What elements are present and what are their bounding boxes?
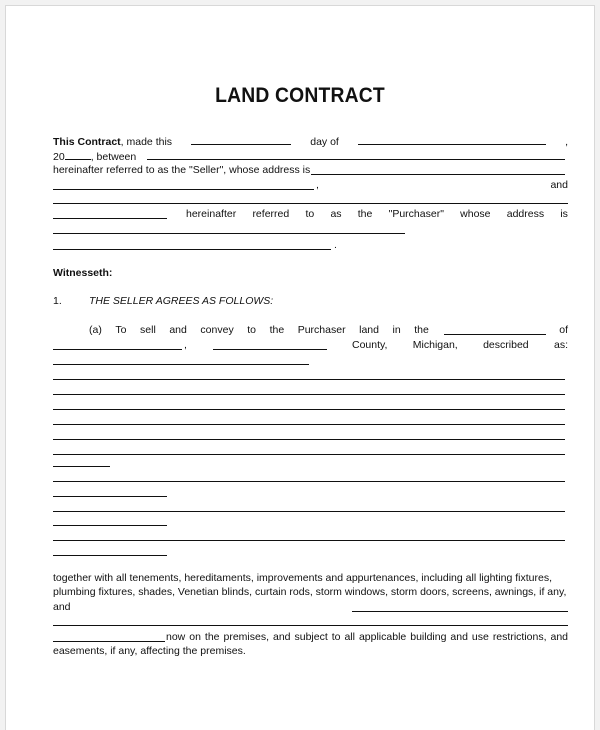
word: as — [330, 208, 342, 220]
seller-address-line — [53, 164, 568, 177]
word: to — [305, 208, 315, 220]
additional-items-cont-blank[interactable] — [53, 641, 165, 642]
purchaser-address-end-line — [53, 239, 568, 252]
between-label: , between — [90, 151, 137, 163]
word: and — [169, 324, 187, 336]
contract-intro-line — [53, 134, 568, 147]
item-a-clause — [89, 324, 429, 337]
description-blank[interactable] — [53, 481, 565, 482]
comma: , — [316, 179, 319, 191]
document-title: LAND CONTRACT — [215, 84, 385, 107]
easements-line: easements, if any, affecting the premises. — [53, 645, 246, 657]
county-clause — [352, 339, 568, 352]
purchaser-address-blank[interactable] — [53, 233, 405, 234]
document-page — [5, 5, 595, 730]
description-blank[interactable] — [53, 394, 565, 395]
word: address — [506, 208, 545, 220]
city-blank[interactable] — [53, 349, 182, 350]
section-title: THE SELLER AGREES AS FOLLOWS: — [89, 295, 274, 307]
section-number: 1. — [53, 295, 62, 307]
description-blank[interactable] — [53, 454, 565, 455]
purchaser-address-cont-blank[interactable] — [53, 249, 331, 250]
seller-name-blank[interactable] — [147, 159, 565, 160]
word: "Purchaser" — [388, 208, 444, 220]
description-blank[interactable] — [53, 439, 565, 440]
description-blank[interactable] — [53, 466, 110, 467]
this-contract-label: This Contract — [53, 136, 121, 148]
description-blank[interactable] — [53, 364, 309, 365]
comma: , — [565, 136, 568, 148]
section-1-heading — [53, 295, 568, 308]
word: Michigan, — [412, 339, 458, 351]
purchaser-line — [53, 208, 568, 221]
description-blank[interactable] — [53, 424, 565, 425]
year-between-line — [53, 149, 568, 162]
word: as: — [553, 339, 568, 351]
description-blank[interactable] — [53, 555, 167, 556]
comma: , — [184, 339, 187, 351]
day-of-label: day of — [310, 136, 339, 148]
word: whose — [460, 208, 491, 220]
word: the — [269, 324, 285, 336]
description-blank[interactable] — [53, 540, 565, 541]
county-blank[interactable] — [213, 349, 327, 350]
together-and-line — [53, 601, 568, 614]
word: described — [483, 339, 529, 351]
additional-items-blank[interactable] — [352, 611, 568, 612]
made-this-label: , made this — [120, 136, 173, 148]
purchaser-name-cont-blank[interactable] — [53, 218, 167, 219]
township-blank[interactable] — [444, 334, 546, 335]
address-and-line — [53, 179, 568, 192]
description-blank[interactable] — [53, 511, 565, 512]
year-prefix: 20 — [53, 151, 65, 163]
now-on-clause: now on the premises, and subject to all applicable building and use restrictions, and — [166, 631, 568, 643]
word: the — [357, 208, 373, 220]
seller-clause: hereinafter referred to as the "Seller", whose address is — [53, 164, 311, 176]
seller-address-cont-blank[interactable] — [53, 189, 314, 190]
word: sell — [140, 324, 156, 336]
county-line — [53, 339, 568, 352]
additional-items-blank[interactable] — [53, 625, 568, 626]
item-a-line — [53, 324, 568, 337]
word: is — [560, 208, 568, 220]
word: in — [392, 324, 401, 336]
month-blank[interactable] — [358, 134, 546, 145]
together-line-2: plumbing fixtures, shades, Venetian blinds, curtain rods, storm windows, storm doors, screens, awnings, if any, — [53, 586, 567, 598]
word: County, — [352, 339, 388, 351]
together-line-1: together with all tenements, hereditaments, improvements and appurtenances, including all lighting fixtures, — [53, 572, 553, 584]
of-label: of — [559, 324, 568, 336]
word: the — [414, 324, 429, 336]
word: (a) — [89, 324, 102, 336]
period: . — [334, 239, 337, 251]
now-on-premises-line — [53, 631, 568, 644]
word: referred — [252, 208, 290, 220]
purchaser-name-blank[interactable] — [53, 203, 568, 204]
witnesseth-heading: Witnesseth: — [53, 267, 113, 279]
word: land — [359, 324, 379, 336]
word: to — [247, 324, 257, 336]
word: To — [115, 324, 127, 336]
seller-address-blank[interactable] — [311, 174, 565, 175]
and-label: and — [550, 179, 568, 191]
description-blank[interactable] — [53, 525, 167, 526]
description-blank[interactable] — [53, 496, 167, 497]
word: convey — [200, 324, 234, 336]
word: Purchaser — [297, 324, 346, 336]
year-blank[interactable] — [65, 149, 91, 160]
purchaser-clause — [170, 208, 568, 221]
date-day-blank[interactable] — [191, 134, 291, 145]
word: hereinafter — [186, 208, 237, 220]
and-label: and — [53, 601, 71, 613]
description-blank[interactable] — [53, 379, 565, 380]
description-blank[interactable] — [53, 409, 565, 410]
